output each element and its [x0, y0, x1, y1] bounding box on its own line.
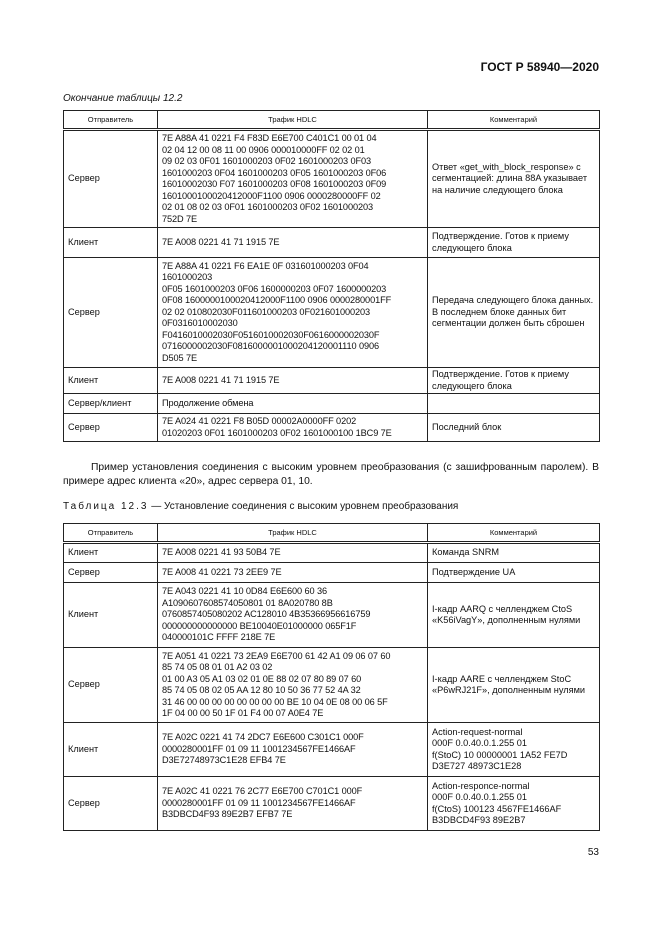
comment-line: f(CtoS) 100123 4567FE1466AF	[432, 803, 562, 814]
traffic-line: A1090607608574050801 01 8A020780 8B	[162, 597, 333, 608]
table2-caption	[63, 501, 458, 512]
traffic-cell	[158, 368, 428, 394]
traffic-line: 0000280001FF 01 09 11 1001234567FE1466AF	[162, 743, 356, 754]
col-traffic-header: Трафик HDLC	[158, 111, 428, 130]
traffic-cell	[158, 543, 428, 563]
comment-cell: I-кадр AARQ с челленджем CtoS «K56iVagY», дополненным нулями	[428, 583, 600, 648]
comment-cell: Подтверждение. Готов к приему следующего блока	[428, 368, 600, 394]
sender-cell: Клиент	[64, 368, 158, 394]
traffic-line: 16010002030 F07 1601000203 0F08 1601000203 0F09	[162, 179, 387, 189]
comment-cell	[428, 777, 600, 831]
table2-caption-text: — Установление соединения с высоким уровнем преобразования	[148, 501, 459, 512]
traffic-line: 1601000203	[162, 272, 213, 283]
col-sender-header: Отправитель	[64, 524, 158, 543]
traffic-line: 0F0316010002030	[162, 318, 238, 329]
comment-cell: Ответ «get_with_block_response» с сегментацией: длина 88A указывает на наличие следующего блока	[428, 130, 600, 228]
traffic-line: 02 02 010802030F011601000203 0F021601000203	[162, 306, 371, 317]
comment-line: D3E727 48973C1E28	[432, 761, 522, 771]
sender-cell: Сервер	[64, 648, 158, 723]
comment-cell: I-кадр AARE с челленджем StoC «P6wRJ21F», дополненным нулями	[428, 648, 600, 723]
traffic-line: Продолжение обмена	[162, 397, 254, 408]
comment-cell	[428, 723, 600, 777]
comment-line: f(StoC) 10 00000001 1A52 FE7D	[432, 749, 568, 760]
traffic-line: 7E A043 0221 41 10 0D84 E6E600 60 36	[162, 586, 327, 597]
sender-cell: Клиент	[64, 723, 158, 777]
comment-cell: Команда SNRM	[428, 543, 600, 563]
traffic-line: 01020203 0F01 1601000203 0F02 1601000100 1BC9 7E	[162, 427, 392, 438]
table-row	[64, 777, 600, 831]
traffic-line: 7E A051 41 0221 73 2EA9 E6E700 61 42 A1 09 06 07 60	[162, 650, 391, 661]
table-row	[64, 368, 600, 394]
comment-line: Action-responce-normal	[432, 780, 530, 791]
table2-caption-label: Таблица 12.3	[63, 501, 149, 512]
traffic-line: 1F 04 00 00 50 1F 01 F4 00 07 A0E4 7E	[162, 708, 324, 718]
traffic-line: 040000101C FFFF 218E 7E	[162, 632, 276, 643]
col-traffic-header: Трафик HDLC	[158, 524, 428, 543]
table2	[63, 523, 600, 831]
example-paragraph: Пример установления соединения с высоким уровнем преобразования (с зашифрованным паролем). В примере адрес клиента «20», адрес сервера 01, 10.	[63, 462, 599, 487]
traffic-line: 85 74 05 08 01 01 A2 03 02	[162, 662, 273, 672]
traffic-cell	[158, 414, 428, 442]
col-comment-header: Комментарий	[428, 524, 600, 543]
traffic-line: 7E A88A 41 0221 F6 EA1E 0F 031601000203 0F04	[162, 260, 369, 271]
traffic-line: 7E A02C 41 0221 76 2C77 E6E700 C701C1 000F	[162, 786, 363, 797]
sender-cell: Сервер	[64, 258, 158, 368]
sender-cell: Сервер/клиент	[64, 394, 158, 414]
comment-line: 000F 0.0.40.0.1.255 01	[432, 738, 528, 748]
traffic-line: D505 7E	[162, 352, 198, 363]
traffic-line: 0000280001FF 01 09 11 1001234567FE1466AF	[162, 797, 356, 808]
traffic-line: 0F05 1601000203 0F06 1600000203 0F07 1600000203	[162, 283, 387, 294]
comment-cell	[428, 394, 600, 414]
traffic-cell	[158, 777, 428, 831]
traffic-cell	[158, 130, 428, 228]
comment-line: B3DBCD4F93 89E2B7	[432, 815, 526, 825]
traffic-line: 09 02 03 0F01 1601000203 0F02 1601000203 0F03	[162, 156, 372, 166]
traffic-line: 7E A008 41 0221 73 2EE9 7E	[162, 566, 282, 577]
sender-cell: Клиент	[64, 583, 158, 648]
traffic-line: 85 74 05 08 02 05 AA 12 80 10 50 36 77 52 4A 32	[162, 685, 361, 695]
sender-cell: Сервер	[64, 777, 158, 831]
table-row	[64, 563, 600, 583]
traffic-line: 7E A008 0221 41 71 1915 7E	[162, 236, 280, 247]
sender-cell: Сервер	[64, 130, 158, 228]
traffic-cell	[158, 583, 428, 648]
comment-cell: Подтверждение UA	[428, 563, 600, 583]
comment-line: 000F 0.0.40.0.1.255 01	[432, 792, 528, 802]
traffic-line: 0716000002030F0816000001000204120001110 0906	[162, 341, 380, 352]
traffic-line: 7E A008 0221 41 93 50B4 7E	[162, 547, 281, 558]
traffic-line: 752D 7E	[162, 213, 198, 224]
table-row	[64, 394, 600, 414]
col-comment-header: Комментарий	[428, 111, 600, 130]
traffic-line: 31 46 00 00 00 00 00 00 00 00 BE 10 04 0E 08 00 06 5F	[162, 696, 388, 707]
traffic-line: 7E A008 0221 41 71 1915 7E	[162, 374, 280, 385]
traffic-line: 01 00 A3 05 A1 03 02 01 0E 88 02 07 80 89 07 60	[162, 673, 362, 684]
col-sender-header: Отправитель	[64, 111, 158, 130]
traffic-line: B3DBCD4F93 89E2B7 EFB7 7E	[162, 809, 293, 820]
traffic-line: 7E A88A 41 0221 F4 F83D E6E700 C401C1 00 01 04	[162, 133, 377, 143]
traffic-cell	[158, 723, 428, 777]
traffic-line: D3E72748973C1E28 EFB4 7E	[162, 755, 286, 766]
traffic-cell	[158, 563, 428, 583]
comment-cell: Передача следующего блока данных. В последнем блоке данных бит сегментации должен быть сброшен	[428, 258, 600, 368]
page-number: 53	[587, 847, 599, 858]
table1	[63, 110, 600, 442]
traffic-cell	[158, 648, 428, 723]
traffic-cell	[158, 394, 428, 414]
table-row	[64, 228, 600, 258]
traffic-line: 7E A024 41 0221 F8 B05D 00002A0000FF 0202	[162, 416, 357, 426]
comment-cell: Последний блок	[428, 414, 600, 442]
traffic-line: 1601000203 0F04 1601000203 0F05 1601000203 0F06	[162, 167, 387, 178]
comment-line: Action-request-normal	[432, 726, 523, 737]
table-row	[64, 583, 600, 648]
traffic-cell	[158, 258, 428, 368]
sender-cell: Клиент	[64, 543, 158, 563]
table-row	[64, 258, 600, 368]
traffic-line: 000000000000000 BE10040E01000000 065F1F	[162, 620, 357, 631]
sender-cell: Сервер	[64, 414, 158, 442]
table-row	[64, 130, 600, 228]
traffic-cell	[158, 228, 428, 258]
sender-cell: Клиент	[64, 228, 158, 258]
comment-cell: Подтверждение. Готов к приему следующего блока	[428, 228, 600, 258]
table-row	[64, 543, 600, 563]
traffic-line: 02 01 08 02 03 0F01 1601000203 0F02 1601000203	[162, 202, 373, 212]
traffic-line: 0F08 1600000100020412000F1100 0906 0000280001FF	[162, 295, 392, 306]
table-row	[64, 723, 600, 777]
table-row	[64, 414, 600, 442]
traffic-line: 0760857405080202 AC128010 4B35366956616759	[162, 609, 371, 620]
traffic-line: 02 04 12 00 08 11 00 0906 000010000FF 02 02 01	[162, 144, 365, 155]
document-header: ГОСТ Р 58940—2020	[480, 60, 599, 74]
traffic-line: 7E A02C 0221 41 74 2DC7 E6E600 C301C1 000F	[162, 732, 364, 743]
table-row	[64, 648, 600, 723]
table1-caption: Окончание таблицы 12.2	[63, 93, 183, 104]
traffic-line: 1601000100020412000F1100 0906 0000280000FF 02	[162, 190, 381, 201]
traffic-line: F0416010002030F0516010002030F0616000002030F	[162, 329, 380, 340]
sender-cell: Сервер	[64, 563, 158, 583]
